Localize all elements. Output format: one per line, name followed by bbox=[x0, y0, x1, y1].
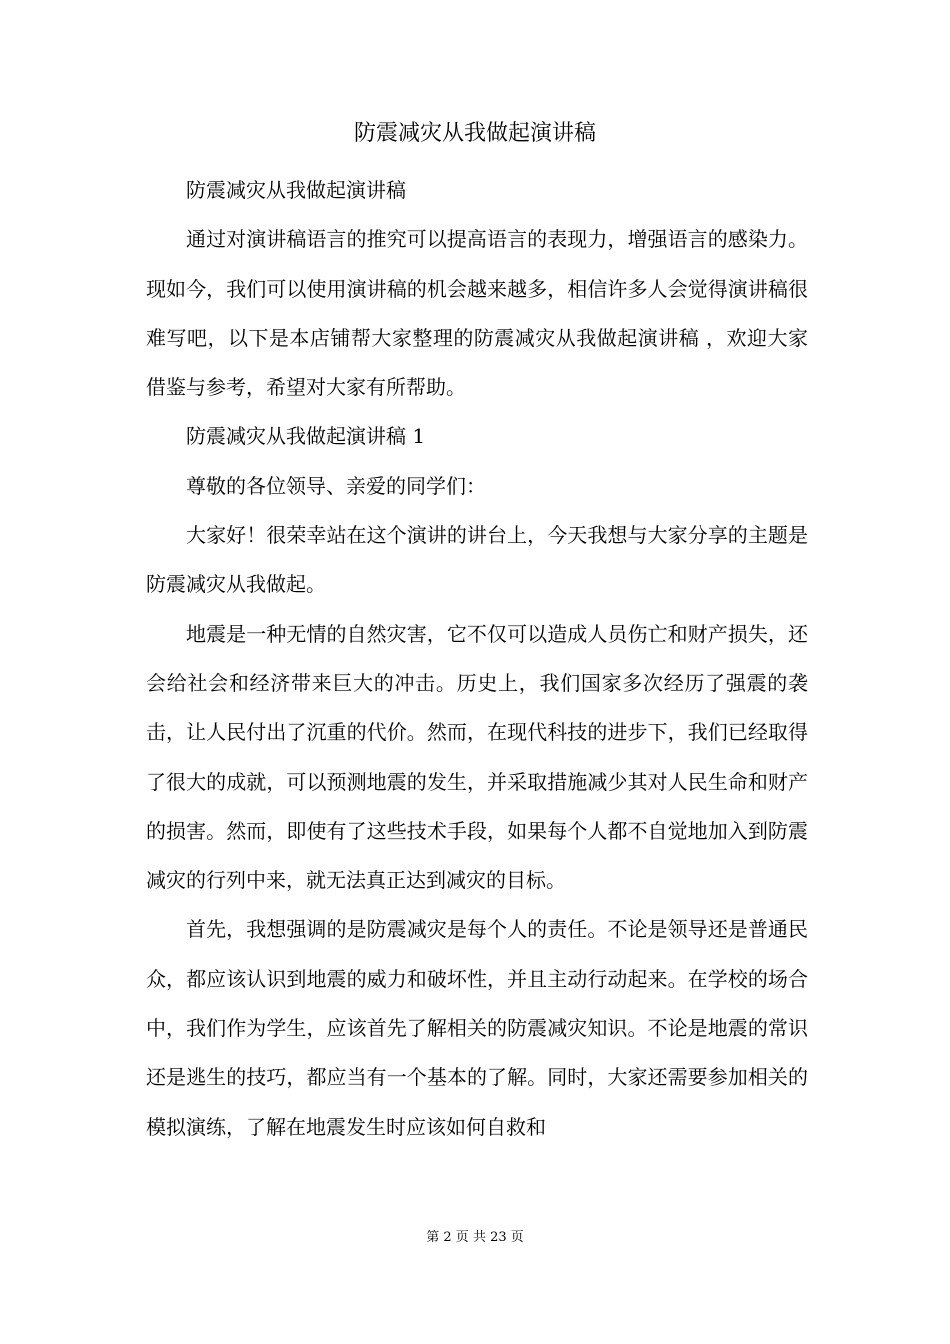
footer-prefix: 第 bbox=[426, 1230, 440, 1245]
footer-total-label: 共 bbox=[472, 1230, 486, 1245]
footer-suffix: 页 bbox=[510, 1230, 524, 1245]
footer-page-unit: 页 bbox=[455, 1230, 469, 1245]
paragraph-responsibility: 首先，我想强调的是防震减灾是每个人的责任。不论是领导还是普通民众，都应该认识到地震的威力和破坏性，并且主动行动起来。在学校的场合中，我们作为学生，应该首先了解相关的防震减灾知识。不论是地震的常识还是逃生的技巧，都应当有一个基本的了解。同时，大家还需要参加相关的模拟演练，了解在地震发生时应该如何自救和 bbox=[146, 917, 808, 1139]
page-footer bbox=[0, 1228, 950, 1248]
paragraph-earthquake: 地震是一种无情的自然灾害，它不仅可以造成人员伤亡和财产损失，还会给社会和经济带来巨大的冲击。历史上，我们国家多次经历了强震的袭击，让人民付出了沉重的代价。然而，在现代科技的进步下，我们已经取得了很大的成就，可以预测地震的发生，并采取措施减少其对人民生命和财产的损害。然而，即使有了这些技术手段，如果每个人都不自觉地加入到防震减灾的行列中来，就无法真正达到减灾的目标。 bbox=[146, 621, 808, 893]
document-body bbox=[146, 166, 808, 1152]
document-title: 防震减灾从我做起演讲稿 bbox=[353, 121, 596, 146]
paragraph-salutation: 尊敬的各位领导、亲爱的同学们： bbox=[186, 473, 486, 498]
paragraph-subtitle: 防震减灾从我做起演讲稿 bbox=[186, 178, 406, 202]
paragraph-section-heading: 防震减灾从我做起演讲稿 1 bbox=[186, 424, 426, 449]
footer-total-pages: 23 bbox=[490, 1230, 507, 1245]
paragraph-greeting: 大家好！很荣幸站在这个演讲的讲台上，今天我想与大家分享的主题是防震减灾从我做起。 bbox=[146, 523, 808, 597]
paragraph-intro: 通过对演讲稿语言的推究可以提高语言的表现力，增强语言的感染力。现如今，我们可以使用演讲稿的机会越来越多，相信许多人会觉得演讲稿很难写吧，以下是本店铺帮大家整理的防震减灾从我做起演讲稿 ，欢迎大家借鉴与参考，希望对大家有所帮助。 bbox=[146, 227, 808, 400]
footer-current-page: 2 bbox=[443, 1230, 452, 1245]
